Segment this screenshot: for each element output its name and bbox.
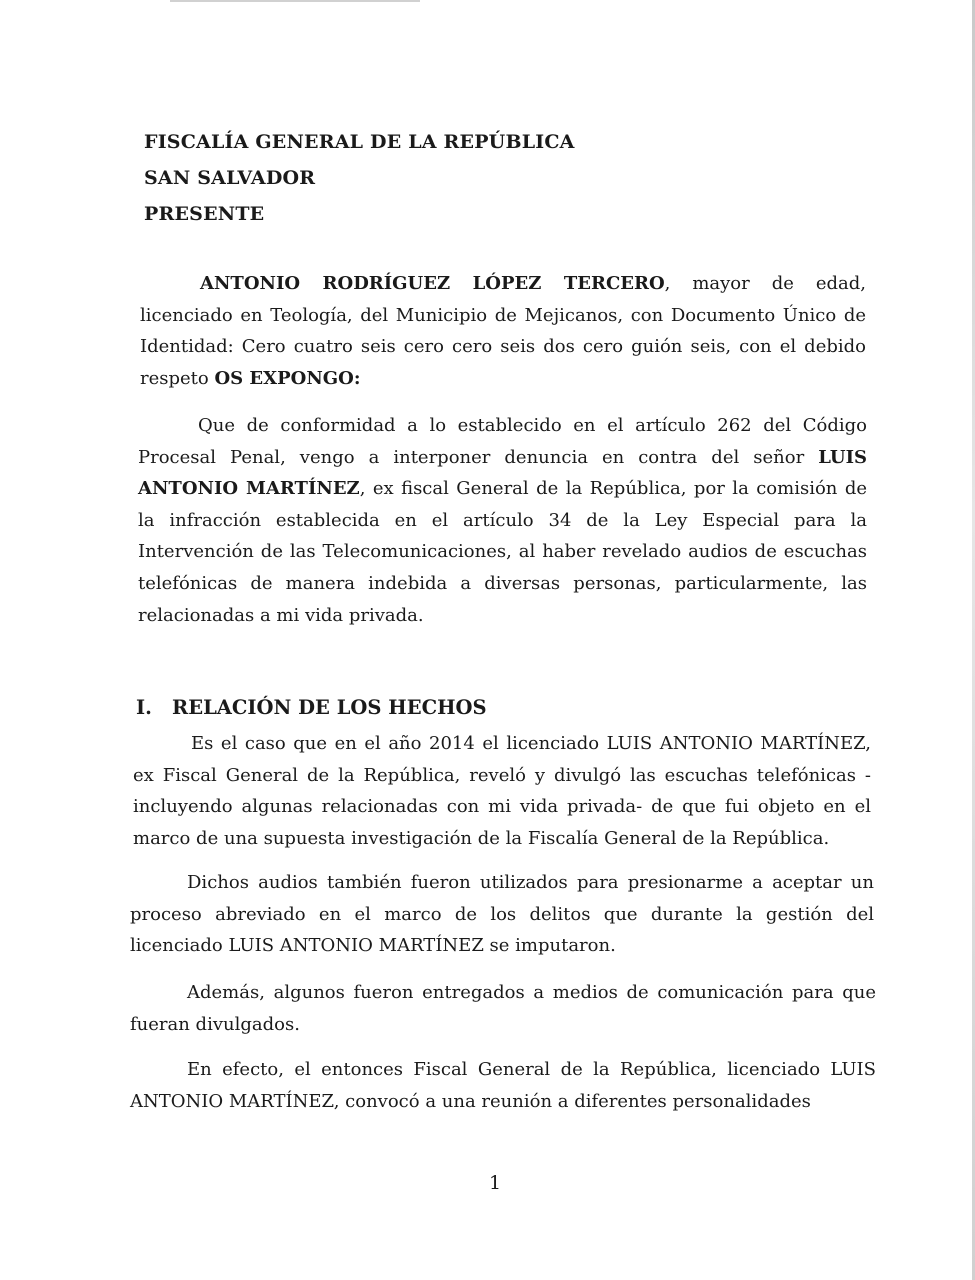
addressee-city: SAN SALVADOR: [144, 167, 316, 189]
intro-closing: OS EXPONGO:: [214, 367, 361, 389]
facts-paragraph: Es el caso que en el año 2014 el licenciado LUIS ANTONIO MARTÍNEZ, ex Fiscal General de la República, reveló y divulgó las escuchas telefónicas -incluyendo algunas relacionadas con mi vida privada- de que fui objeto en el marco de una supuesta investigación de la Fiscalía General de la República.: [133, 733, 871, 849]
scan-edge-top: [170, 0, 420, 2]
complaint-text-part2: , ex fiscal General de la República, por la comisión de la infracción establecida en el artículo 34 de la Ley Especial para la Intervención de las Telecomunicaciones, al haber revelado audios de escuchas telefónicas de manera indebida a diversas personas, particularmente, las relacionadas a mi vida privada.: [138, 478, 867, 626]
addressee-institution: FISCALÍA GENERAL DE LA REPÚBLICA: [144, 131, 575, 153]
facts-paragraph: Además, algunos fueron entregados a medios de comunicación para que fueran divulgados.: [130, 982, 876, 1035]
complainant-name: ANTONIO RODRÍGUEZ LÓPEZ TERCERO: [200, 273, 665, 294]
accused-name: LUIS ANTONIO MARTÍNEZ: [138, 446, 867, 500]
section-number: I.: [136, 696, 152, 719]
section-heading: [136, 693, 487, 723]
intro-paragraph: [140, 268, 866, 394]
addressee-block: [144, 128, 575, 236]
facts-paragraph: En efecto, el entonces Fiscal General de la República, licenciado LUIS ANTONIO MARTÍNEZ, convocó a una reunión a diferentes personalidades: [130, 1059, 876, 1112]
complaint-paragraph: [138, 410, 867, 631]
complaint-text-part1: Que de conformidad a lo establecido en el artículo 262 del Código Procesal Penal, vengo a interponer denuncia en contra del señor: [138, 415, 867, 468]
facts-paragraph: Dichos audios también fueron utilizados para presionarme a aceptar un proceso abreviado en el marco de los delitos que durante la gestión del licenciado LUIS ANTONIO MARTÍNEZ se imputaron.: [130, 872, 874, 957]
intro-text: , mayor de edad, licenciado en Teología, del Municipio de Mejicanos, con Documento Único de Identidad: Cero cuatro seis cero cero seis dos cero guión seis, con el debido respeto: [140, 273, 867, 389]
page-number: 1: [488, 1172, 502, 1194]
addressee-salutation: PRESENTE: [144, 203, 265, 225]
section-title: RELACIÓN DE LOS HECHOS: [172, 696, 487, 719]
